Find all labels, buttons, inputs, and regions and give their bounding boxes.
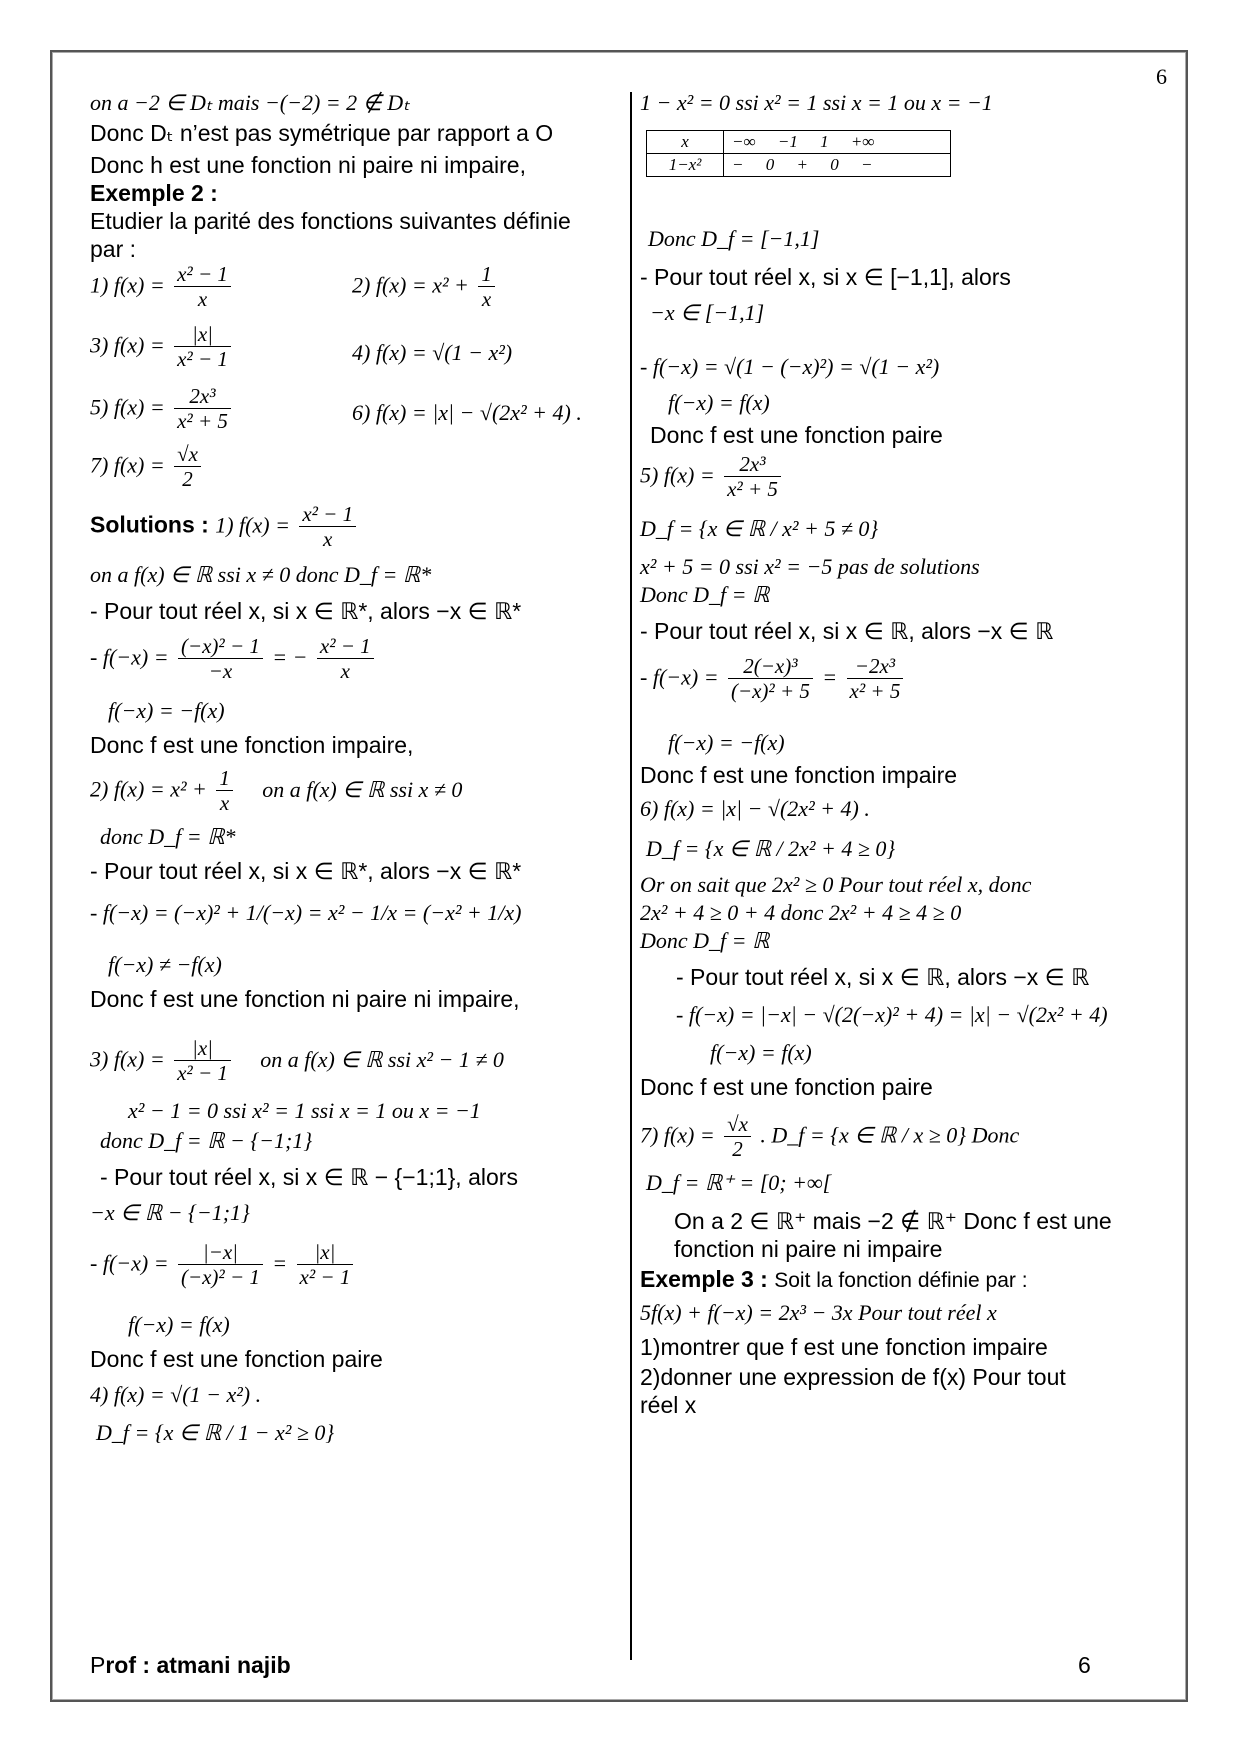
line: Donc h est une fonction ni paire ni impaire, [90, 152, 526, 178]
line: 2x² + 4 ≥ 0 + 4 donc 2x² + 4 ≥ 4 ≥ 0 [640, 900, 962, 925]
line: Donc D_f = ℝ [640, 582, 770, 607]
line: on a −2 ∈ Dₜ mais −(−2) = 2 ∉ Dₜ [90, 90, 410, 115]
equation: - f(−x) = $\frac{\text{(−x)² − 1}}{-x}$ = − $\frac{\text{x² − 1}}{x}$ [90, 634, 377, 683]
equation: - f(−x) = $\frac{\text{2(−x)³}}{\text{(−x)² + 5}}$ = $\frac{\text{−2x³}}{\text{x² + 5}}$ [640, 654, 906, 703]
line: D_f = ℝ⁺ = [0; +∞[ [646, 1170, 832, 1195]
line: x² − 1 = 0 ssi x² = 1 ssi x = 1 ou x = −1 [128, 1098, 481, 1123]
conclusion: Donc f est une fonction paire [90, 1346, 383, 1372]
solution-4: 4) f(x) = √(1 − x²) . [90, 1382, 262, 1407]
line: Or on sait que 2x² ≥ 0 Pour tout réel x, donc [640, 872, 1032, 897]
page-number-top: 6 [1156, 64, 1167, 89]
result: f(−x) = −f(x) [668, 730, 785, 755]
result: f(−x) ≠ −f(x) [108, 952, 222, 977]
line: on a f(x) ∈ ℝ ssi x ≠ 0 donc D_f = ℝ* [90, 562, 432, 587]
line: x² + 5 = 0 ssi x² = −5 pas de solutions [640, 554, 980, 579]
example-3: Exemple 3 : Soit la fonction définie par : [640, 1266, 1028, 1292]
table-header: 1−x² [647, 154, 724, 177]
equation: - f(−x) = √(1 − (−x)²) = √(1 − x²) [640, 354, 940, 379]
result: f(−x) = f(x) [668, 390, 770, 415]
question-1: 1)montrer que f est une fonction impaire [640, 1334, 1048, 1360]
function-1: 1) f(x) = $\frac{\text{x² − 1}}{x}$ [90, 262, 234, 311]
line: donc D_f = ℝ* [100, 824, 236, 849]
function-3: 3) f(x) = $\frac{|x|}{\text{x² − 1}}$ [90, 322, 234, 371]
table-header: x [647, 131, 724, 154]
function-2: 2) f(x) = x² + $\frac{1}{x}$ [352, 262, 498, 311]
conclusion: Donc f est une fonction paire [640, 1074, 933, 1100]
sign-table [646, 130, 951, 177]
example-2-text: Etudier la parité des fonctions suivantes définie par : [90, 208, 571, 262]
equation: 5f(x) + f(−x) = 2x³ − 3x Pour tout réel x [640, 1300, 997, 1325]
line: Donc D_f = ℝ [640, 928, 770, 953]
conclusion: Donc f est une fonction impaire [640, 762, 958, 788]
line: Donc Dₜ n’est pas symétrique par rapport a O [90, 120, 554, 146]
function-6: 6) f(x) = |x| − √(2x² + 4) . [352, 400, 582, 425]
line: donc D_f = ℝ − {−1;1} [100, 1128, 313, 1153]
line: - Pour tout réel x, si x ∈ ℝ*, alors −x ∈ ℝ* [90, 858, 522, 884]
line: D_f = {x ∈ ℝ / x² + 5 ≠ 0} [640, 516, 879, 541]
solution-2: 2) f(x) = x² + $\frac{1}{x}$ on a f(x) ∈ ℝ ssi x ≠ 0 [90, 766, 463, 816]
result: f(−x) = f(x) [128, 1312, 230, 1337]
question-2: 2)donner une expression de f(x) Pour tout réel x [640, 1364, 1066, 1418]
result: f(−x) = f(x) [710, 1040, 812, 1065]
conclusion: Donc f est une fonction impaire, [90, 732, 414, 758]
equation: - f(−x) = $\frac{|-x|}{\text{(−x)² − 1}}$ = $\frac{|x|}{\text{x² − 1}}$ [90, 1240, 356, 1289]
conclusion: Donc f est une fonction ni paire ni impaire, [90, 986, 520, 1012]
line: - Pour tout réel x, si x ∈ ℝ, alors −x ∈ ℝ [676, 964, 1090, 990]
line: - Pour tout réel x, si x ∈ ℝ − {−1;1}, alors [100, 1164, 518, 1190]
line: - Pour tout réel x, si x ∈ [−1,1], alors [640, 264, 1011, 290]
line: 1 − x² = 0 ssi x² = 1 ssi x = 1 ou x = −1 [640, 90, 993, 115]
equation: - f(−x) = |−x| − √(2(−x)² + 4) = |x| − √(2x² + 4) [676, 1002, 1108, 1027]
result: f(−x) = −f(x) [108, 698, 225, 723]
footer-author: Prof : atmani najib [90, 1652, 291, 1678]
line: −x ∈ [−1,1] [650, 300, 765, 325]
column-divider [630, 92, 632, 1660]
solutions-heading: Solutions : 1) f(x) = $\frac{\text{x² − 1}}{x}$ [90, 502, 359, 551]
equation: - f(−x) = (−x)² + 1/(−x) = x² − 1/x = (−x² + 1/x) [90, 900, 522, 925]
solution-7: 7) f(x) = $\frac{√x}{2}$ . D_f = {x ∈ ℝ / x ≥ 0} Donc [640, 1112, 1020, 1162]
line: D_f = {x ∈ ℝ / 2x² + 4 ≥ 0} [646, 836, 896, 861]
line: Donc D_f = [−1,1] [648, 226, 820, 251]
table-cell: − 0 + 0 − [724, 154, 951, 177]
line: D_f = {x ∈ ℝ / 1 − x² ≥ 0} [96, 1420, 335, 1445]
solution-5: 5) f(x) = $\frac{\text{2x³}}{\text{x² + 5}}$ [640, 452, 784, 501]
line: - Pour tout réel x, si x ∈ ℝ, alors −x ∈ ℝ [640, 618, 1054, 644]
line: - Pour tout réel x, si x ∈ ℝ*, alors −x ∈ ℝ* [90, 598, 522, 624]
function-7: 7) f(x) = $\frac{√x}{2}$ [90, 442, 204, 491]
solution-3: 3) f(x) = $\frac{|x|}{\text{x² − 1}}$ on a f(x) ∈ ℝ ssi x² − 1 ≠ 0 [90, 1036, 504, 1086]
function-4: 4) f(x) = √(1 − x²) [352, 340, 513, 365]
function-5: 5) f(x) = $\frac{\text{2x³}}{\text{x² + 5}}$ [90, 384, 234, 433]
line: −x ∈ ℝ − {−1;1} [90, 1200, 250, 1225]
solution-6: 6) f(x) = |x| − √(2x² + 4) . [640, 796, 870, 821]
conclusion: Donc f est une fonction paire [650, 422, 943, 448]
example-2-title: Exemple 2 : [90, 180, 218, 206]
page-number-bottom: 6 [1078, 1652, 1091, 1678]
line: On a 2 ∈ ℝ⁺ mais −2 ∉ ℝ⁺ Donc f est une fonction ni paire ni impaire [674, 1208, 1112, 1262]
table-cell: −∞ −1 1 +∞ [724, 131, 951, 154]
